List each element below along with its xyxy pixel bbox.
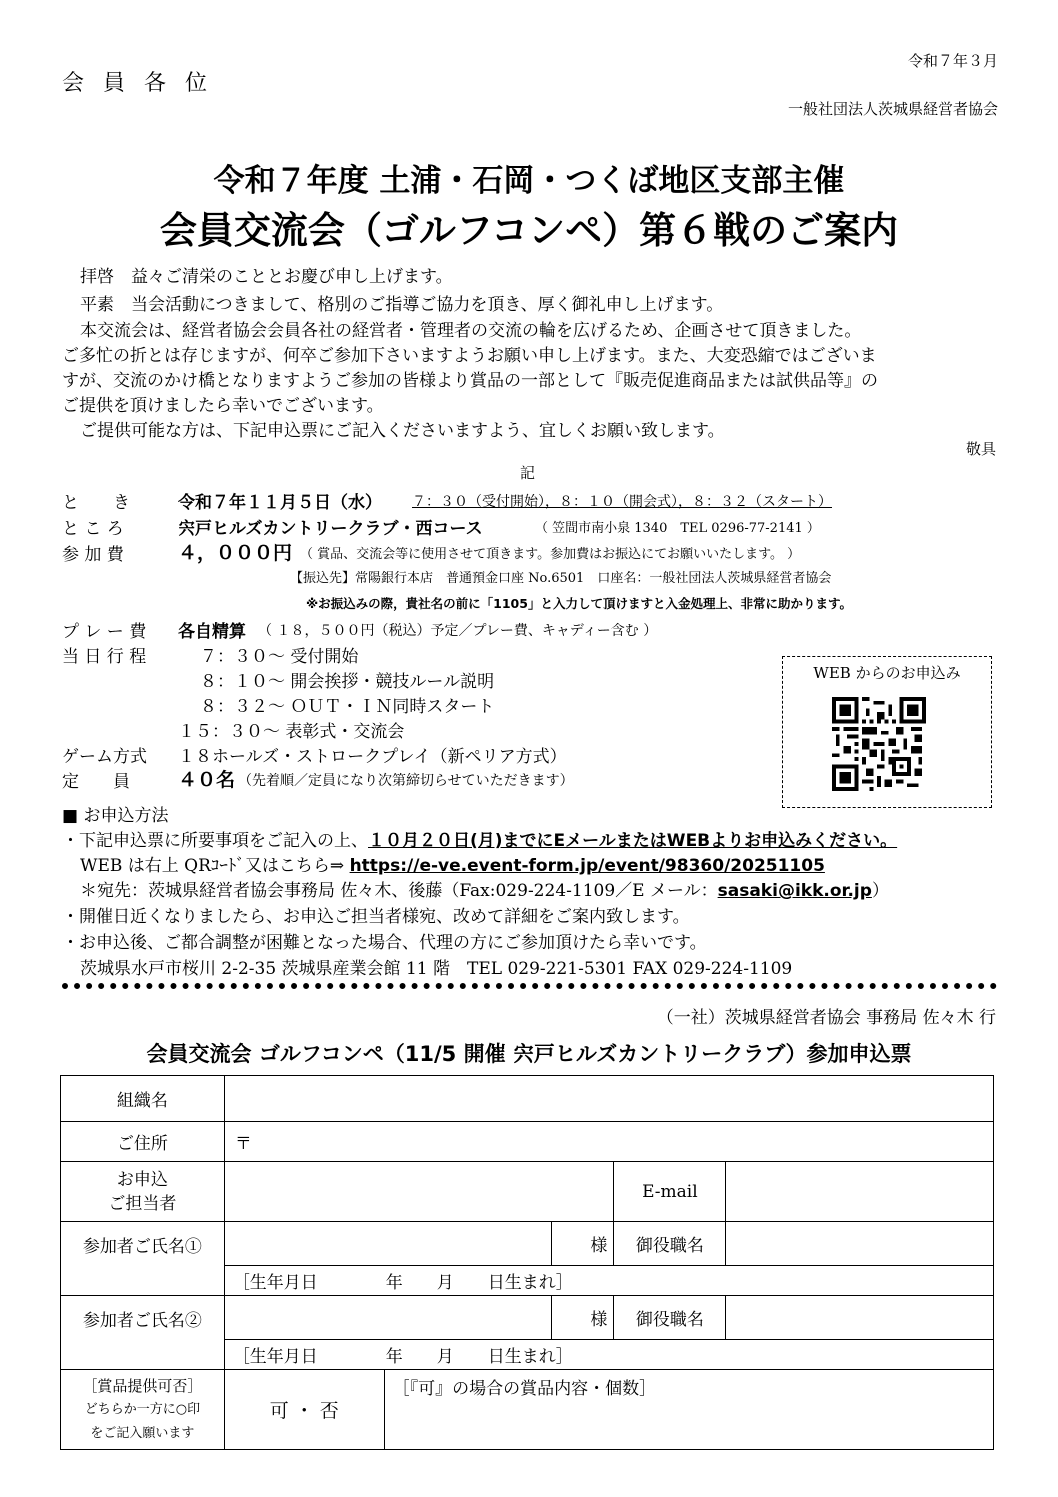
toki-date: 令和７年１１月５日（水） — [178, 493, 382, 513]
sama-label: 様 — [552, 1296, 614, 1340]
participant-1-birth-field[interactable] — [224, 1266, 614, 1296]
apply-contact-text: ＊宛先：茨城県経営者協会事務局 佐々木、後藤（Fax:029-224-1109／E メール： — [80, 881, 718, 901]
apply-line-1 — [62, 826, 897, 851]
apply-line-6: 茨城県水戸市桜川 2-2-35 茨城県産業会館 11 階 TEL 029-221-5301 FAX 029-224-1109 — [80, 959, 793, 979]
ki: 記 — [520, 464, 536, 482]
play-note: （ １８，５００円（税込）予定／プレー費、キャディー含む ） — [258, 623, 658, 639]
org-field[interactable] — [224, 1076, 993, 1122]
capacity-value: ４０名 — [178, 769, 236, 791]
body-p4: ご多忙の折とは存じますが、何卒ご参加下さいますようお願い申し上げます。また、大変恐縮ではございま — [62, 346, 877, 366]
fee-note: （ 賞品、交流会等に使用させて頂きます。参加費はお振込にてお願いいたします。 ） — [300, 547, 801, 562]
body-p3: 本交流会は、経営者協会会員各社の経営者・管理者の交流の輪を広げるため、企画させて頂きました。 — [80, 321, 862, 341]
apply-deadline: １０月２０日(月)までにEメールまたはWEBよりお申込みください。 — [368, 831, 898, 851]
closing: 敬具 — [965, 440, 996, 458]
body-p6: ご提供を頂けましたら幸いでございます。 — [62, 396, 384, 416]
prize-detail-field[interactable] — [384, 1370, 993, 1450]
participant-2-birth-field[interactable] — [224, 1340, 614, 1370]
capacity-label: 定 員 — [62, 772, 130, 792]
apply-heading: ■ お申込方法 — [62, 806, 169, 826]
participant-1-label: 参加者ご氏名① — [61, 1222, 225, 1296]
schedule-item: １５：３０～ 表彰式・交流会 — [178, 722, 405, 742]
participant-2-blank — [614, 1340, 994, 1370]
qr-code-icon[interactable] — [832, 697, 926, 791]
issue-date: 令和７年３月 — [907, 52, 998, 70]
participant-2-label: 参加者ご氏名② — [61, 1296, 225, 1370]
schedule-item: ８：３２～ ＯＵＴ・ＩＮ同時スタート — [200, 697, 495, 717]
prize-label-1: ［賞品提供可否］ — [82, 1376, 203, 1395]
contact-label-2: ご担当者 — [108, 1193, 177, 1214]
contact-label-1: お申込 — [116, 1169, 168, 1190]
apply-web-link[interactable]: https://e-ve.event-form.jp/event/98360/20251105 — [349, 856, 825, 876]
dotted-divider — [62, 983, 997, 989]
qr-label: WEB からのお申込み — [813, 664, 961, 682]
email-field[interactable] — [726, 1162, 994, 1222]
participant-2-name-field[interactable] — [224, 1296, 552, 1340]
apply-line-5: ・お申込後、ご都合調整が困難となった場合、代理の方にご参加頂けたら幸いです。 — [62, 933, 707, 953]
postal-mark: 〒 — [234, 1134, 252, 1154]
address-label: ご住所 — [61, 1122, 225, 1162]
title-line-2: 会員交流会（ゴルフコンペ）第６戦のご案内 — [159, 209, 899, 252]
birth-template: ［生年月日 年 月 日生まれ］ — [232, 1273, 573, 1293]
game-label: ゲーム方式 — [62, 747, 147, 767]
apply-line-3 — [80, 876, 889, 901]
fee-label: 参 加 費 — [62, 545, 124, 565]
addressee: 会 員 各 位 — [62, 71, 213, 96]
body-p7: ご提供可能な方は、下記申込票にご記入くださいますよう、宜しくお願い致します。 — [80, 421, 725, 441]
capacity-note: （先着順／定員になり次第締切らせていただきます） — [238, 773, 574, 789]
apply-email-link[interactable]: sasaki@ikk.or.jp — [717, 881, 872, 901]
application-form — [60, 1075, 994, 1450]
schedule-label: 当 日 行 程 — [62, 647, 147, 667]
contact-field[interactable] — [224, 1162, 614, 1222]
apply-line-1-text: ・下記申込票に所要事項をご記入の上、 — [62, 831, 368, 851]
prize-yes-no[interactable]: 可 ・ 否 — [224, 1370, 384, 1450]
body-p2: 平素 当会活動につきまして、格別のご指導ご協力を頂き、厚く御礼申し上げます。 — [80, 295, 724, 315]
schedule-item: ８：１０～ 開会挨拶・競技ルール説明 — [200, 672, 495, 692]
prize-label-3: をご記入願います — [90, 1425, 195, 1441]
form-title: 会員交流会 ゴルフコンペ（11/5 開催 宍戸ヒルズカントリークラブ）参加申込票 — [146, 1042, 912, 1066]
birth-template: ［生年月日 年 月 日生まれ］ — [232, 1347, 573, 1367]
bank-note: ※お振込みの際，貴社名の前に「1105」と入力して頂けますと入金処理上、非常に助かります。 — [306, 596, 852, 611]
apply-line-2 — [80, 851, 825, 876]
participant-1-blank — [614, 1266, 994, 1296]
position-label: 御役職名 — [614, 1296, 726, 1340]
participant-1-name-field[interactable] — [224, 1222, 552, 1266]
schedule-item: ７：３０～ 受付開始 — [200, 647, 359, 667]
participant-2-position-field[interactable] — [726, 1296, 994, 1340]
tokoro-label: と こ ろ — [62, 519, 124, 539]
prize-label-2: どちらか一方に○印 — [84, 1401, 201, 1417]
address-field[interactable] — [224, 1122, 993, 1162]
play-label: プ レ ー 費 — [62, 622, 147, 642]
contact-label — [61, 1162, 225, 1222]
apply-web-text: WEB は右上 QRｺｰﾄﾞ又はこちら⇒ — [80, 856, 350, 876]
bank-info: 【振込先】常陽銀行本店 普通預金口座 No.6501 口座名：一般社団法人茨城県経営者協会 — [290, 571, 832, 586]
body-p5: すが、交流のかけ橋となりますようご参加の皆様より賞品の一部として『販売促進商品または試供品等』の — [62, 371, 878, 391]
apply-line-4: ・開催日近くなりましたら、お申込ご担当者様宛、改めて詳細をご案内致します。 — [62, 907, 690, 927]
prize-detail-label: ［『可』の場合の賞品内容・個数］ — [392, 1379, 657, 1399]
toki-times: ７：３０（受付開始），８：１０（開会式），８：３２（スタート） — [412, 494, 832, 510]
title-line-1: 令和７年度 土浦・石岡・つくば地区支部主催 — [213, 163, 845, 199]
prize-label — [61, 1370, 225, 1450]
apply-contact-end: ） — [871, 881, 889, 901]
play-value: 各自精算 — [178, 622, 246, 642]
form-recipient: （一社）茨城県経営者協会 事務局 佐々木 行 — [656, 1008, 996, 1028]
toki-label: と き — [62, 493, 130, 513]
game-value: １８ホールズ・ストロークプレイ（新ペリア方式） — [178, 747, 567, 767]
participant-1-position-field[interactable] — [726, 1222, 994, 1266]
tokoro-venue: 宍戸ヒルズカントリークラブ・西コース — [178, 519, 483, 539]
body-p1: 拝啓 益々ご清栄のこととお慶び申し上げます。 — [80, 267, 453, 287]
fee-amount: ４，０００円 — [178, 542, 293, 564]
org-label: 組織名 — [61, 1076, 225, 1122]
position-label: 御役職名 — [614, 1222, 726, 1266]
sama-label: 様 — [552, 1222, 614, 1266]
sender: 一般社団法人茨城県経営者協会 — [787, 100, 998, 118]
tokoro-address: （ 笠間市南小泉 1340 TEL 0296-77-2141 ） — [535, 521, 820, 536]
email-label: E-mail — [614, 1162, 726, 1222]
